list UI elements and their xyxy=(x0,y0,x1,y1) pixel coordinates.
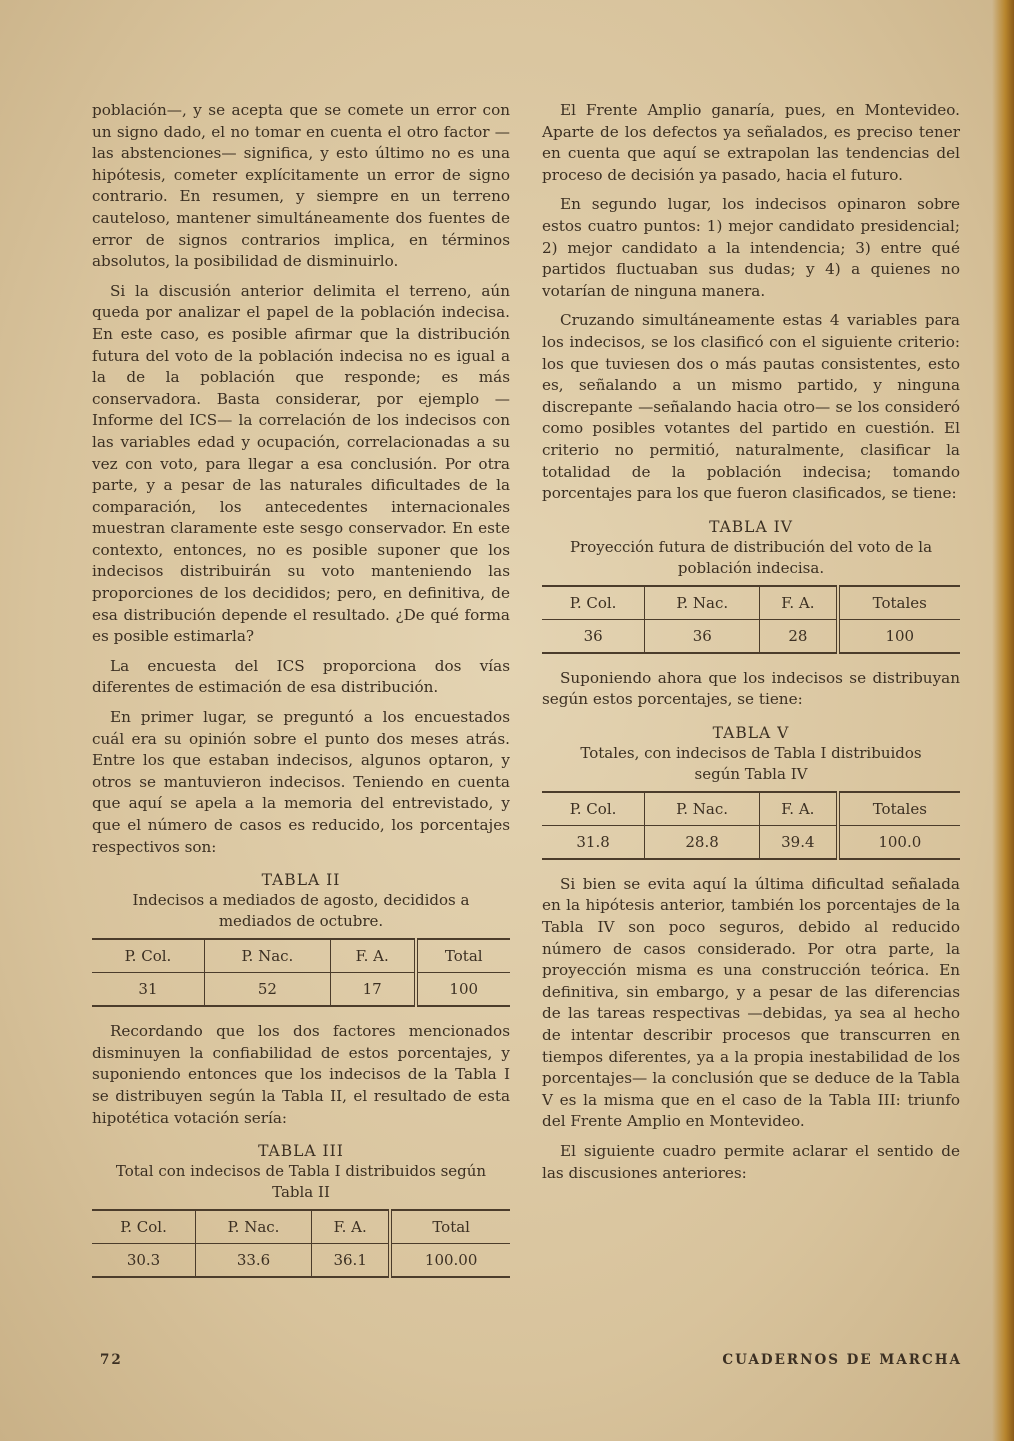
right-text-block-2 xyxy=(542,668,960,711)
tabla-5-header: Totales xyxy=(838,792,960,826)
left-column xyxy=(92,100,510,1292)
right-column xyxy=(542,100,960,1192)
tabla-5-cell: 39.4 xyxy=(760,825,838,859)
page-edge xyxy=(992,0,1014,1441)
tabla-4-caption: Proyección futura de distribución del voto de la población indecisa. xyxy=(569,537,933,577)
running-title: CUADERNOS DE MARCHA xyxy=(722,1352,962,1368)
tabla-5-caption: Totales, con indecisos de Tabla I distribuidos según Tabla IV xyxy=(580,743,922,783)
tabla-2-title: TABLA II xyxy=(261,871,341,890)
tabla-3-cell: 33.6 xyxy=(196,1244,312,1278)
tabla-2-header: P. Col. xyxy=(92,939,204,973)
tabla-2-header: Total xyxy=(416,939,511,973)
paragraph: Recordando que los dos factores mencionados disminuyen la confiabilidad de estos porcentajes, y suponiendo entonces que los indecisos de la Tabla I se distribuyen según la Tabla II, el resultado de esta hipotética votación sería: xyxy=(92,1022,510,1127)
paragraph: Cruzando simultáneamente estas 4 variables para los indecisos, se los clasificó con el siguiente criterio: los que tuviesen dos o más pautas consistentes, esto es, señalando a un mismo partido, y ninguna discrepante —señalando hacia otro— se los consideró como posibles votantes del partido en cuestión. El criterio no permitió, naturalmente, clasificar la totalidad de la población indecisa; tomando porcentajes para los que fueron clasificados, se tiene: xyxy=(542,311,960,503)
tabla-2-header: F. A. xyxy=(330,939,415,973)
paragraph: población—, y se acepta que se comete un error con un signo dado, el no tomar en cuenta el otro factor —las abstenciones— significa, y esto último no es una hipótesis, cometer explícitamente un error de signo contrario. En resumen, y siempre en un terreno cauteloso, mantener simultáneamente dos fuentes de error de signos contrarios implica, en términos absolutos, la posibilidad de disminuirlo. xyxy=(92,101,510,271)
tabla-3-title: TABLA III xyxy=(258,1142,344,1161)
tabla-3-cell: 30.3 xyxy=(126,1251,161,1270)
tabla-4-table xyxy=(542,585,960,654)
tabla-5-cell: 28.8 xyxy=(645,825,760,859)
tabla-3-cell: 36.1 xyxy=(312,1244,391,1278)
tabla-5-title: TABLA V xyxy=(712,723,790,742)
tabla-4-cell: 28 xyxy=(760,619,838,653)
tabla-3-caption: Total con indecisos de Tabla I distribuidos según Tabla II xyxy=(115,1162,487,1202)
tabla-2-table xyxy=(92,938,510,1007)
tabla-4-header: F. A. xyxy=(760,586,838,620)
right-text-block-3 xyxy=(542,874,960,1184)
tabla-2 xyxy=(92,870,510,1007)
tabla-5-table xyxy=(542,791,960,860)
paragraph: En primer lugar, se preguntó a los encuestados cuál era su opinión sobre el punto dos meses atrás. Entre los que estaban indecisos, algunos optaron, y otros se mantuvieron indecisos. Teniendo en cuenta que aquí se apela a la memoria del entrevistado, y que el número de casos es reducido, los porcentajes respectivos son: xyxy=(92,708,510,856)
tabla-2-cell: 31 xyxy=(138,980,158,999)
tabla-4-cell: 36 xyxy=(645,619,760,653)
paragraph: En segundo lugar, los indecisos opinaron sobre estos cuatro puntos: 1) mejor candidato presidencial; 2) mejor candidato a la intendencia; 3) entre qué partidos fluctuaban sus dudas; y 4) a quienes no votarían de ninguna manera. xyxy=(542,195,960,300)
tabla-3-header: P. Col. xyxy=(92,1210,196,1244)
tabla-5 xyxy=(542,723,960,860)
paragraph: Si la discusión anterior delimita el terreno, aún queda por analizar el papel de la población indecisa. En este caso, es posible afirmar que la distribución futura del voto de la población indecisa no es igual a la de la población que responde; es más conservadora. Basta considerar, por ejemplo —Informe del ICS— la correlación de los indecisos con las variables edad y ocupación, correlacionadas a su vez con voto, para llegar a esa conclusión. Por otra parte, y a pesar de las naturales dificultades de la comparación, los antecedentes internacionales muestran claramente este sesgo conservador. En este contexto, entonces, no es posible suponer que los indecisos distribuirán su voto manteniendo las proporciones de los decididos; pero, en definitiva, de esa distribución depende el resultado. ¿De qué forma es posible estimarla? xyxy=(92,281,510,646)
tabla-5-header: F. A. xyxy=(760,792,838,826)
tabla-3-header: P. Nac. xyxy=(196,1210,312,1244)
paragraph: Si bien se evita aquí la última dificultad señalada en la hipótesis anterior, también los porcentajes de la Tabla IV son poco seguros, debido al reducido número de casos considerado. Por otra parte, la proyección misma es una construcción teórica. En definitiva, sin embargo, y a pesar de las diferencias de las tareas respectivas —debidas, ya sea al hecho de intentar describir procesos que transcurren en tiempos diferentes, ya a la propia inestabilidad de los porcentajes— la conclusión que se deduce de la Tabla V es la misma que en el caso de la Tabla III: triunfo del Frente Amplio en Montevideo. xyxy=(542,874,960,1131)
tabla-3-header: F. A. xyxy=(312,1210,391,1244)
tabla-5-cell: 31.8 xyxy=(576,832,610,851)
page-number: 72 xyxy=(100,1352,123,1368)
left-text-block-1 xyxy=(92,100,510,858)
tabla-5-cell: 100.0 xyxy=(838,825,960,859)
right-text-block-1 xyxy=(542,100,960,505)
tabla-2-cell: 17 xyxy=(330,973,415,1007)
paragraph: La encuesta del ICS proporciona dos vías diferentes de estimación de esa distribución. xyxy=(92,656,510,697)
tabla-3-header: Total xyxy=(390,1210,510,1244)
tabla-5-header: P. Col. xyxy=(542,792,645,826)
paragraph: Suponiendo ahora que los indecisos se distribuyan según estos porcentajes, se tiene: xyxy=(542,668,960,709)
tabla-4-title: TABLA IV xyxy=(709,517,793,536)
tabla-3-table xyxy=(92,1209,510,1278)
paragraph: El Frente Amplio ganaría, pues, en Montevideo. Aparte de los defectos ya señalados, es preciso tener en cuenta que aquí se extrapolan las tendencias del proceso de decisión ya pasado, hacia el futuro. xyxy=(542,101,960,184)
left-text-block-2 xyxy=(92,1021,510,1129)
tabla-5-header: P. Nac. xyxy=(645,792,760,826)
tabla-2-caption: Indecisos a mediados de agosto, decididos a mediados de octubre. xyxy=(132,891,470,931)
paragraph: El siguiente cuadro permite aclarar el sentido de las discusiones anteriores: xyxy=(542,1142,960,1182)
tabla-3 xyxy=(92,1141,510,1278)
tabla-4-cell: 36 xyxy=(583,626,603,645)
tabla-2-cell: 52 xyxy=(204,973,330,1007)
tabla-2-cell: 100 xyxy=(416,973,511,1007)
tabla-4-header: Totales xyxy=(838,586,960,620)
tabla-4 xyxy=(542,517,960,654)
tabla-2-header: P. Nac. xyxy=(204,939,330,973)
tabla-4-header: P. Nac. xyxy=(645,586,760,620)
tabla-4-header: P. Col. xyxy=(542,586,645,620)
tabla-3-cell: 100.00 xyxy=(390,1244,510,1278)
tabla-4-cell: 100 xyxy=(838,619,960,653)
